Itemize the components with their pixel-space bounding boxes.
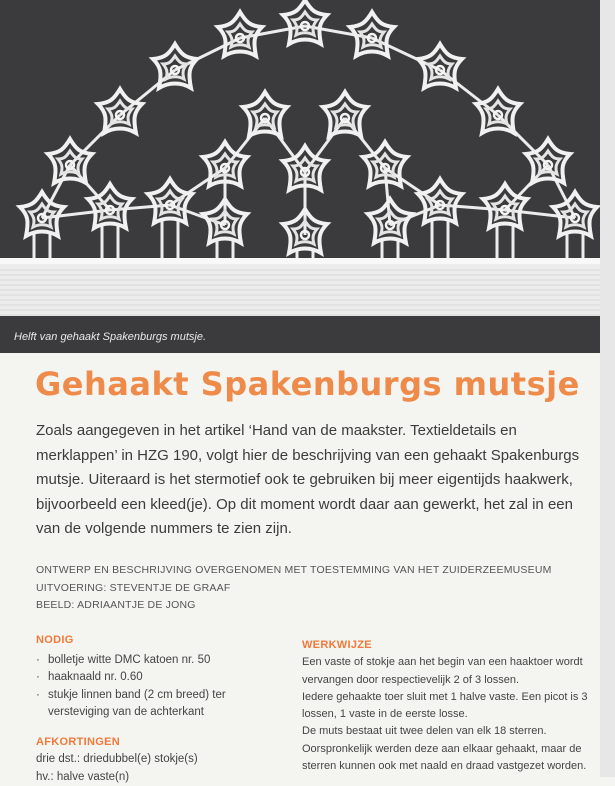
credit-photo: BEELD: ADRIAANTJE DE JONG [36, 597, 552, 615]
instructions-column [302, 637, 600, 775]
lace-star [98, 89, 142, 133]
materials-column [36, 632, 286, 786]
list-item: · stukje linnen band (2 cm breed) ter versteviging van de achterkant [36, 687, 286, 722]
lace-star [148, 179, 192, 223]
afkortingen-heading: AFKORTINGEN [36, 734, 286, 752]
intro-paragraph: Zoals aangegeven in het artikel ‘Hand van de maakster. Textieldetails en merklappen’ in HZG 190, volgt hier de beschrijving van een gehaakt Spakenburgs mutsje. Uiteraard is het stermotief ook te gebruiken bij meer eigentijds haakwerk, bijvoorbeeld een kleed(je). Op dit moment wordt daar aan gewerkt, het zal in een van de volgende nummers te zien zijn. [36, 419, 596, 542]
lace-star [418, 179, 462, 223]
page-edge [600, 0, 615, 777]
lace-star [368, 199, 412, 243]
instruction-paragraph: Iedere gehaakte toer sluit met 1 halve vaste. Een picot is 3 lossen, 1 vaste in de eerste losse. [302, 689, 600, 724]
lace-star [483, 184, 527, 228]
abbreviation-line: drie dst.: driedubbel(e) stokje(s) [36, 751, 286, 769]
lace-star [48, 139, 92, 183]
photo-caption: Helft van gehaakt Spakenburgs mutsje. [14, 331, 206, 343]
list-item: · haaknaald nr. 0.60 [36, 669, 286, 687]
lace-star [20, 192, 64, 236]
lace-star [553, 192, 597, 236]
lace-star [418, 44, 462, 88]
credit-execution: UITVOERING: STEVENTJE DE GRAAF [36, 580, 552, 598]
lace-star [323, 92, 367, 136]
instruction-paragraph: Een vaste of stokje aan het begin van een haaktoer wordt vervangen door respectievelijk 2 of 3 lossen. [302, 654, 600, 689]
lace-star [153, 44, 197, 88]
list-item: · bolletje witte DMC katoen nr. 50 [36, 652, 286, 670]
nodig-heading: NODIG [36, 632, 286, 650]
instruction-paragraph: Oorspronkelijk werden deze aan elkaar gehaakt, maar de sterren kunnen ook met naald en draad vastgezet worden. [302, 741, 600, 776]
instruction-paragraph: De muts bestaat uit twee delen van elk 18 sterren. [302, 723, 600, 740]
credits [36, 562, 552, 615]
werkwijze-heading: WERKWIJZE [302, 637, 600, 654]
abbreviation-line: hv.: halve vaste(n) [36, 769, 286, 786]
lace-star [283, 0, 327, 44]
lace-star [476, 89, 520, 133]
lace-star [243, 92, 287, 136]
lace-star [218, 12, 262, 56]
materials-list [36, 652, 286, 722]
crochet-lace-image [0, 0, 600, 353]
article-title: Gehaakt Spakenburgs mutsje [35, 365, 580, 403]
lace-star [526, 139, 570, 183]
lace-photo [0, 0, 600, 353]
credit-design: ONTWERP EN BESCHRIJVING OVERGENOMEN MET TOESTEMMING VAN HET ZUIDERZEEMUSEUM [36, 562, 552, 580]
linen-band [0, 258, 600, 316]
lace-star [350, 12, 394, 56]
